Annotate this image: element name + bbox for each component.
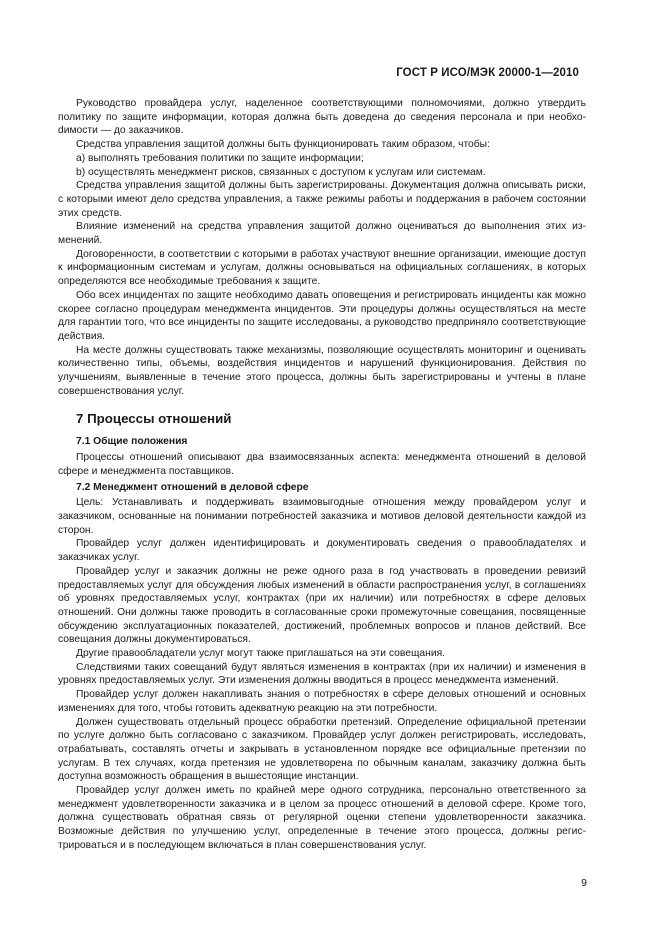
- paragraph: Средства управления защитой должны быть зарегистрированы. Документация должна описывать риски, с которыми имеют дело средства управления, а также режимы работы и поддержания в рабочем состоянии этих средств.: [58, 180, 586, 219]
- paragraph: Провайдер услуг должен иметь по крайней мере одного сотрудника, персонально ответственного за менеджмент удовлетворенности заказчика и в целом за процесс отношений в деловой сфере. Кроме того, должна существовать обратная связь от регулярной оценки степени удовлетворенности заказчика. Возможные действия по улучшению услуг, определенные в течение этого процесса, должны регистрироваться и в последующем включаться в план совершенствования услуг.: [58, 785, 586, 851]
- paragraph: Другие правообладатели услуг могут также приглашаться на эти совещания.: [76, 648, 446, 660]
- paragraph: Средства управления защитой должны быть функционировать таким образом, чтобы:: [76, 139, 490, 151]
- subsection-heading: 7.1 Общие положения: [76, 436, 188, 448]
- paragraph: Следствиями таких совещаний будут являться изменения в контрактах (при их наличии) и изменения в уровнях предоставляемых услуг. Эти изменения должны вводиться в процесс менеджмента изменений.: [58, 661, 586, 687]
- paragraph: Должен существовать отдельный процесс обработки претензий. Определение официальной претензии по услуге должно быть согласовано с заказчиком. Провайдер услуг должен регистрировать, исследовать, отрабатывать, составлять отчеты и закрывать в установленном порядке все официальные претензии по услугам. В тех случаях, когда претензия не удовлетворена по обычным каналам, заказчику должна быть доступна возможность обращения в вышестоящие инстанции.: [58, 716, 586, 783]
- list-item: a) выполнять требования политики по защите информации;: [76, 152, 364, 164]
- paragraph: Влияние изменений на средства управления защитой должно оцениваться до выполнения этих изменений.: [58, 221, 586, 247]
- paragraph: Договоренности, в соответствии с которыми в работах участвуют внешние организации, имеющие доступ к информационным системам и услугам, должны основываться на официальных соглашениях, в которых определяются все необходимые требования к защите.: [58, 248, 586, 288]
- page-number: 9: [581, 877, 587, 889]
- paragraph: Обо всех инцидентах по защите необходимо давать оповещения и регистрировать инциденты как можно скорее согласно процедурам менеджмента инцидентов. Эти процедуры должны осуществляться на месте для гарантии того, что все инциденты по защите исследованы, а руководство предприняло соответствующие действия.: [58, 289, 586, 342]
- paragraph: Цель: Устанавливать и поддерживать взаимовыгодные отношения между провайдером услуг и заказчиком, основанные на понимании потребностей заказчика и мотивов деловой деятельности каждой из сторон.: [58, 497, 586, 536]
- document-body: [58, 97, 586, 853]
- section-heading: 7 Процессы отношений: [76, 411, 232, 427]
- paragraph: Руководство провайдера услуг, наделенное соответствующими полномочиями, должно утвердить политику по защите информации, которая должна быть доведена до сведения персонала и при необхоdимости — до заказчиков.: [58, 98, 586, 137]
- document-header: ГОСТ Р ИСО/МЭК 20000-1—2010: [396, 67, 579, 79]
- paragraph: Провайдер услуг и заказчик должны не реже одного раза в год участвовать в проведении ревизий предоставляемых услуг для обсуждения любых изменений в области распространения услуг, в соглашениях об уровнях предоставляемых услуг, контрактах (при их наличии) или потребностях в сфере деловых отношений. Они должны также проводить в согласованные сроки промежуточные совещания, посвященные обсуждению эксплуатационных показателей, достижений, проблемных вопросов и планов действий. Все совещания должны документироваться.: [58, 565, 586, 646]
- paragraph: Процессы отношений описывают два взаимосвязанных аспекта: менеджмента отношений в деловой сфере и менеджмента поставщиков.: [58, 452, 586, 477]
- list-item: b) осуществлять менеджмент рисков, связанных с доступом к услугам или системам.: [76, 166, 486, 178]
- paragraph: На месте должны существовать также механизмы, позволяющие осуществлять мониторинг и оценивать количественно типы, объемы, воздействия инцидентов и нарушений функционирования. Действия по улучшениям, выявленные в течение этого процесса, должны быть зарегистрированы и учтены в плане совершенствования услуг.: [58, 344, 586, 397]
- subsection-heading: 7.2 Менеджмент отношений в деловой сфере: [76, 481, 309, 493]
- paragraph: Провайдер услуг должен накапливать знания о потребностях в сфере деловых отношений и основных изменениях для того, чтобы готовить адекватную реакцию на эти потребности.: [58, 689, 586, 714]
- paragraph: Провайдер услуг должен идентифицировать и документировать сведения о правообладателях и заказчиках услуг.: [58, 538, 586, 564]
